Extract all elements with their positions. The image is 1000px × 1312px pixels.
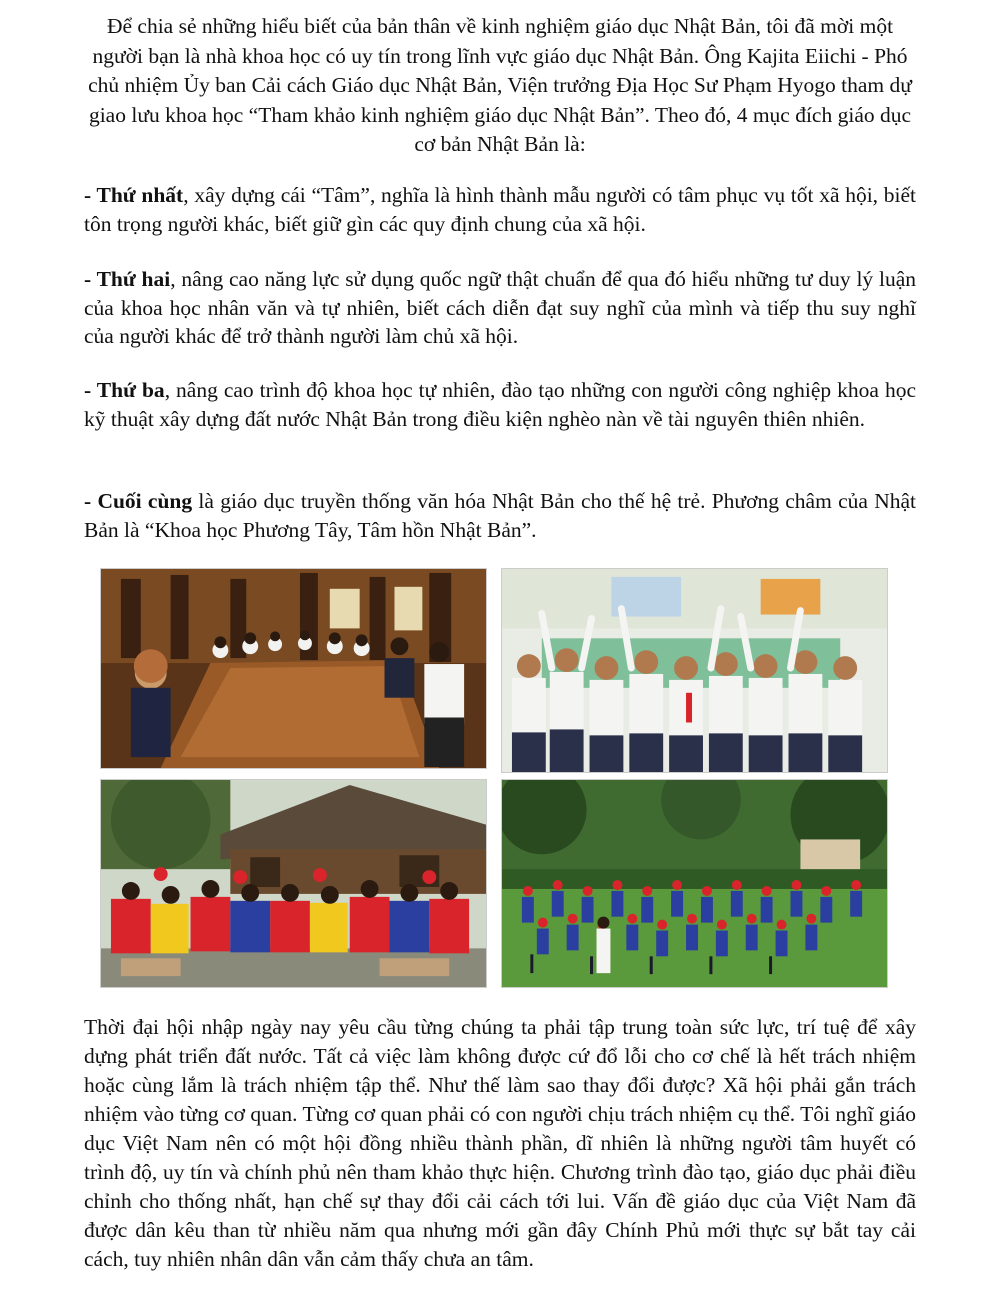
photo-students-lawn-exercise <box>501 779 888 988</box>
point-third-text: , nâng cao trình độ khoa học tự nhiên, đào tạo những con người công nghiệp khoa học kỹ thuật xây dựng đất nước Nhật Bản trong điều kiện nghèo nàn về tài nguyên thiên nhiên. <box>84 378 917 431</box>
point-second-lead: - Thứ hai <box>84 267 171 291</box>
point-last <box>84 487 916 544</box>
photo-group-traditional-house <box>100 779 487 988</box>
closing-paragraph: Thời đại hội nhập ngày nay yêu cầu từng chúng ta phải tập trung toàn sức lực, trí tuệ để xây dựng phát triển đất nước. Tất cả việc làm không được cứ đổ lỗi cho cơ chế là hết trách nhiệm hoặc cùng lắm là trách nhiệm tập thể. Như thế làm sao thay đổi được? Xã hội phải gắn trách nhiệm vào từng cơ quan. Từng cơ quan phải có con người chịu trách nhiệm cụ thể. Tôi nghĩ giáo dục Việt Nam nên có một hội đồng nhiều thành phần, dĩ nhiên là những người tâm huyết có trình độ, uy tín và chính phủ nên tham khảo thực hiện. Chương trình đào tạo, giáo dục phải điều chỉnh cho thống nhất, hạn chế sự thay đổi cải cách tới lui. Vấn đề giáo dục của Việt Nam đã được dân kêu than từ nhiều năm qua nhưng mới gần đây Chính Phủ mới thực sự bắt tay cải cách, tuy nhiên nhân dân vẫn cảm thấy chưa an tâm. <box>84 1015 916 1271</box>
point-first-text: , xây dựng cái “Tâm”, nghĩa là hình thành mẫu người có tâm phục vụ tốt xã hội, biết tôn trọng người khác, biết giữ gìn các quy định chung của xã hội. <box>84 183 916 236</box>
photo-meeting-wooden-table <box>100 568 487 769</box>
point-first <box>84 181 916 238</box>
point-second <box>84 265 916 351</box>
intro-paragraph: Để chia sẻ những hiểu biết của bản thân về kinh nghiệm giáo dục Nhật Bản, tôi đã mời một người bạn là nhà khoa học có uy tín trong lĩnh vực giáo dục Nhật Bản. Ông Kajita Eiichi - Phó chủ nhiệm Ủy ban Cải cách Giáo dục Nhật Bản, Viện trưởng Địa Học Sư Phạm Hyogo tham dự giao lưu khoa học “Tham khảo kinh nghiệm giáo dục Nhật Bản”. Theo đó, 4 mục đích giáo dục cơ bản Nhật Bản là: <box>88 14 912 156</box>
point-third-lead: - Thứ ba <box>84 378 165 402</box>
point-third <box>84 376 916 433</box>
point-last-lead: - Cuối cùng <box>84 489 193 513</box>
point-second-text: , nâng cao năng lực sử dụng quốc ngữ thật chuẩn để qua đó hiểu những tư duy lý luận của khoa học nhân văn và tự nhiên, biết cách diễn đạt suy nghĩ của mình và tiếp thu suy nghĩ của người khác để trở thành người làm chủ xã hội. <box>84 267 916 348</box>
point-first-lead: - Thứ nhất <box>84 183 184 207</box>
photo-cheering-students <box>501 568 888 773</box>
point-last-text: là giáo dục truyền thống văn hóa Nhật Bản cho thế hệ trẻ. Phương châm của Nhật Bản là “Khoa học Phương Tây, Tâm hồn Nhật Bản”. <box>84 489 916 542</box>
